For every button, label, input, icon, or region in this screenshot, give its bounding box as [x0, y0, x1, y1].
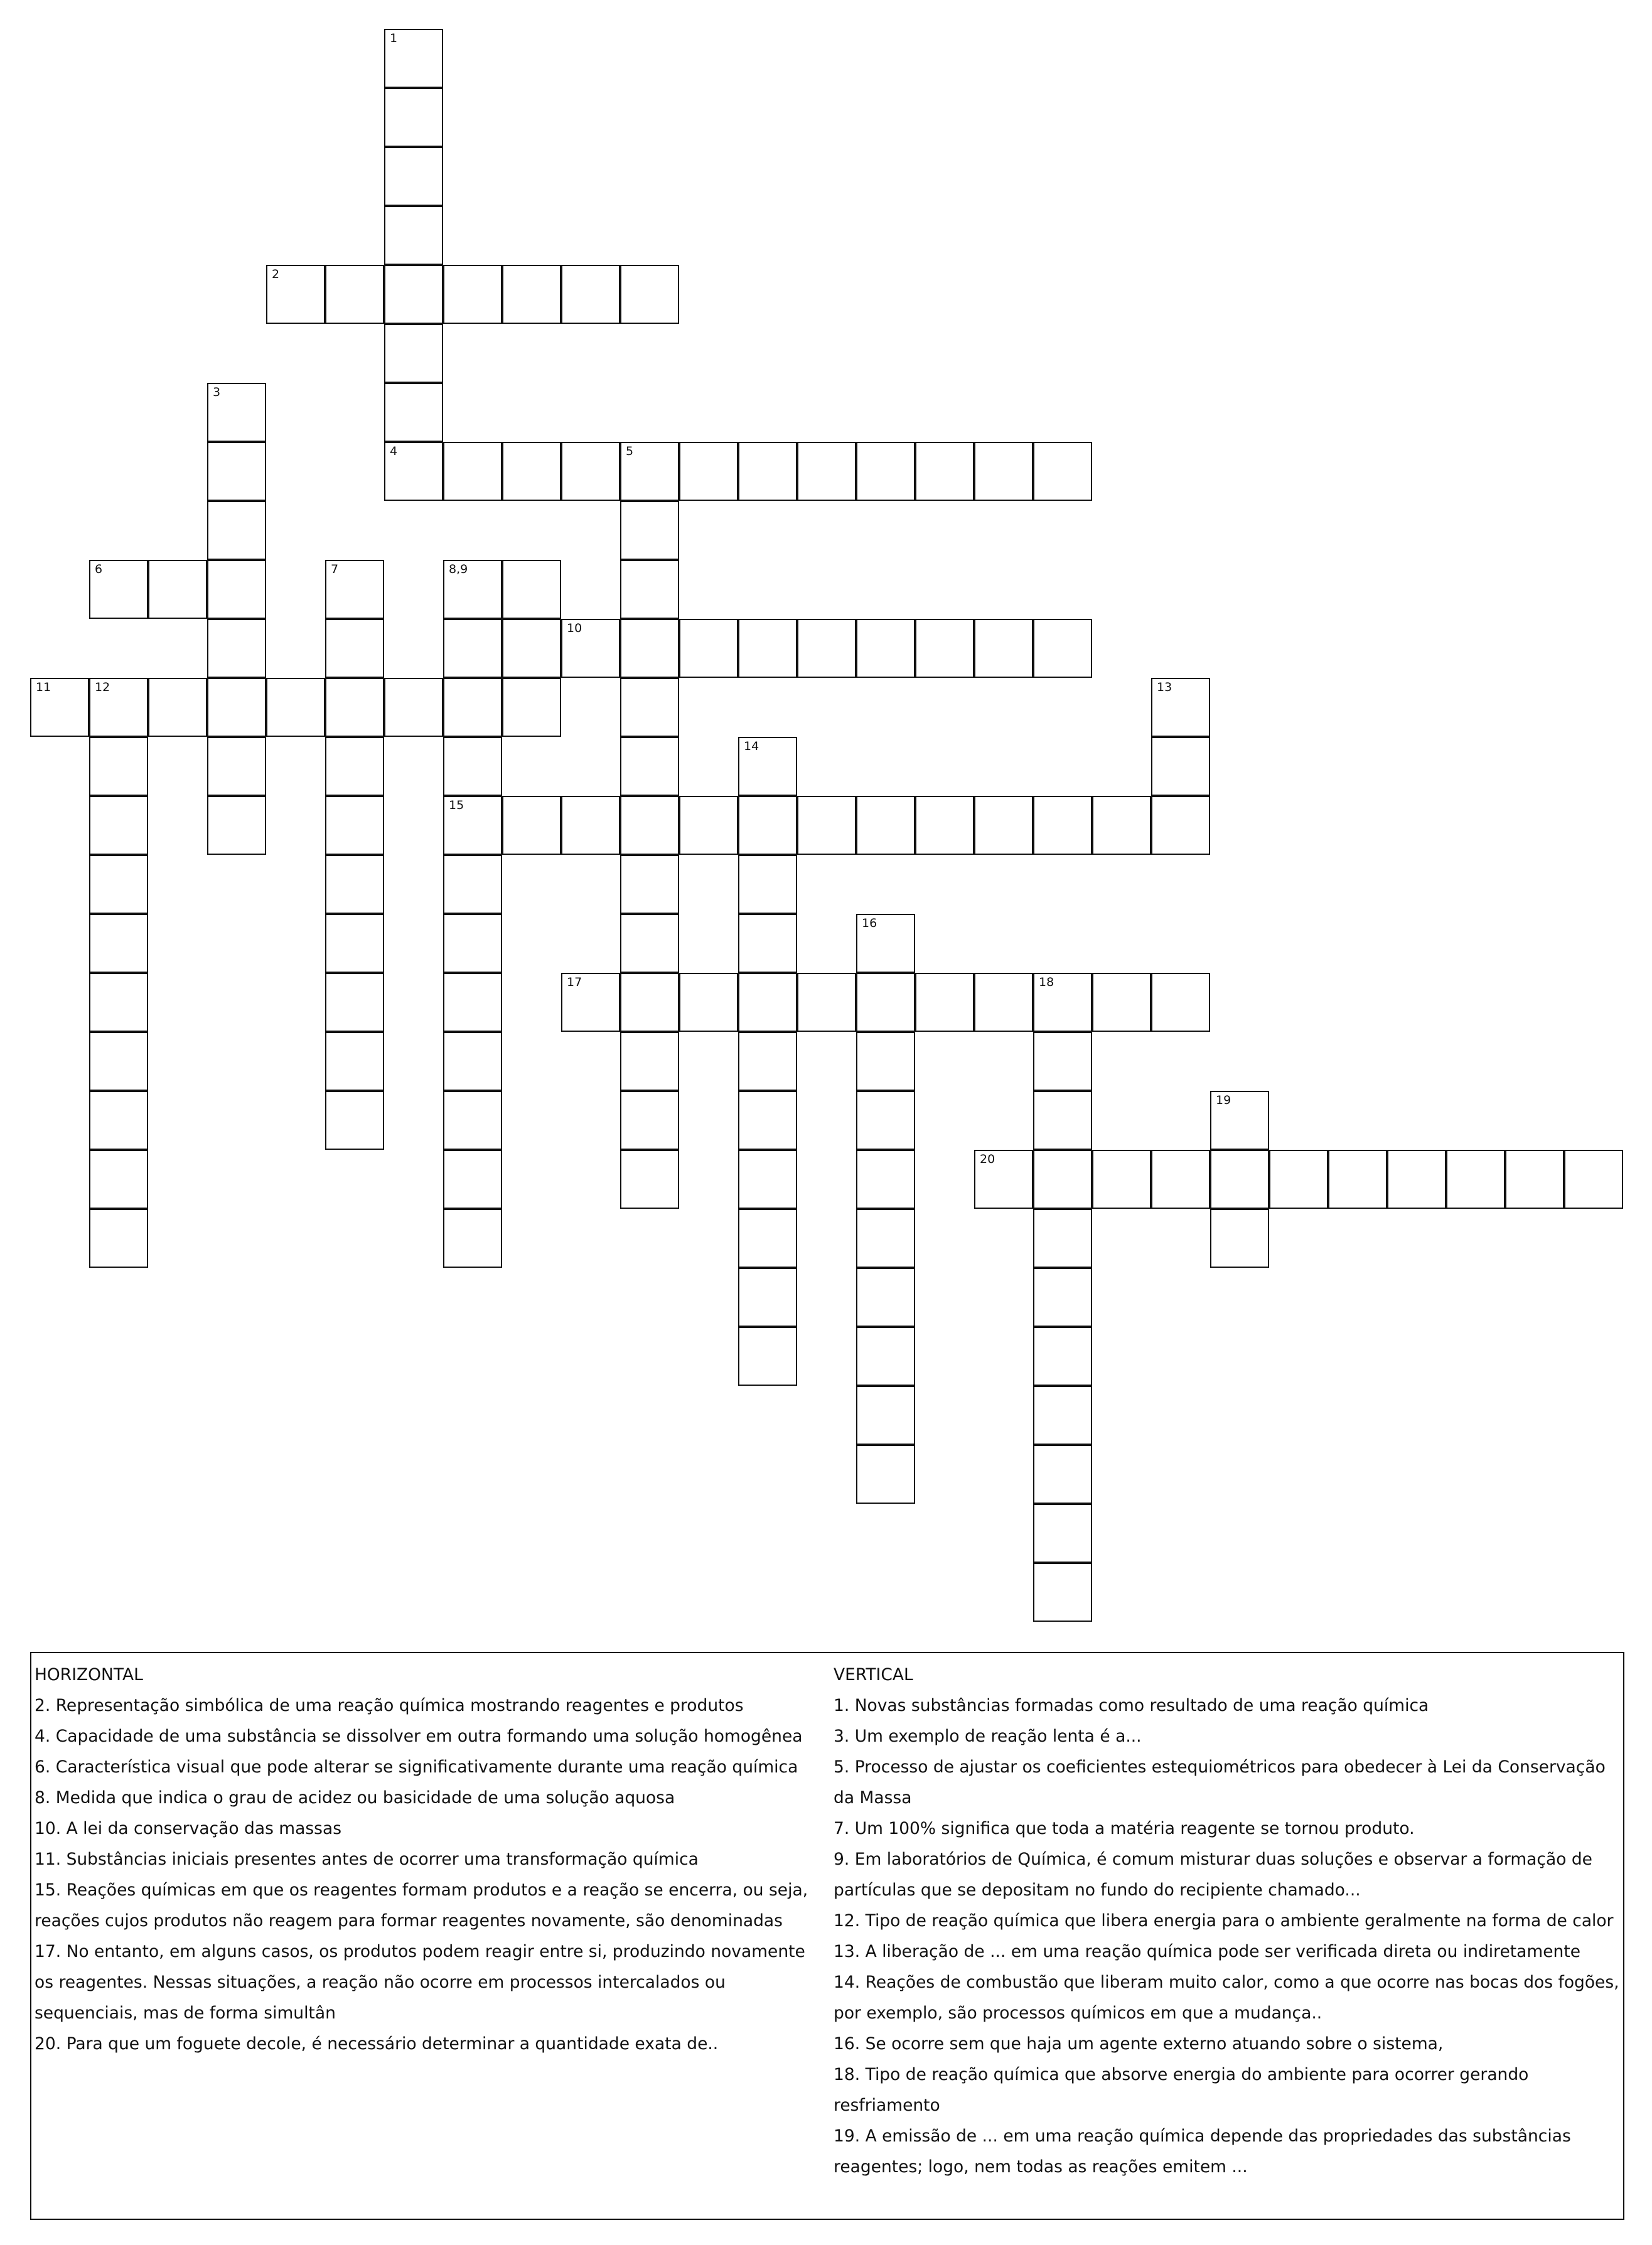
clue-number: 12 [95, 680, 110, 694]
crossword-cell[interactable] [856, 973, 915, 1032]
crossword-cell[interactable] [738, 737, 797, 796]
crossword-cell[interactable] [1033, 1445, 1092, 1504]
crossword-cell[interactable] [1033, 973, 1092, 1032]
crossword-cell[interactable] [89, 678, 148, 737]
clue-number: 20 [980, 1152, 995, 1166]
crossword-cell[interactable] [502, 560, 561, 619]
crossword-cell[interactable] [148, 560, 207, 619]
vertical-clue-line: 19. A emissão de ... em uma reação química depende das propriedades das substâncias [834, 2126, 1571, 2146]
crossword-cell[interactable] [1151, 973, 1210, 1032]
clue-number: 17 [567, 975, 582, 989]
vertical-clue-line: 14. Reações de combustão que liberam muito calor, como a que ocorre nas bocas dos fogões, [834, 1973, 1619, 1992]
crossword-cell[interactable] [561, 796, 620, 855]
crossword-cell[interactable] [620, 973, 679, 1032]
crossword-cell[interactable] [974, 796, 1033, 855]
crossword-cell[interactable] [1033, 1150, 1092, 1209]
crossword-cell[interactable] [797, 973, 856, 1032]
clue-number: 11 [36, 680, 51, 694]
crossword-cell[interactable] [89, 1150, 148, 1209]
clue-number: 2 [272, 267, 280, 281]
vertical-clue-line: 9. Em laboratórios de Química, é comum misturar duas soluções e observar a formação de [834, 1850, 1592, 1869]
clue-number: 6 [95, 562, 103, 576]
crossword-cell[interactable] [1092, 973, 1151, 1032]
horizontal-clue-line: 17. No entanto, em alguns casos, os produtos podem reagir entre si, produzindo novamente [35, 1942, 805, 1961]
crossword-cell[interactable] [89, 737, 148, 796]
crossword-cell[interactable] [266, 678, 325, 737]
crossword-cell[interactable] [679, 973, 738, 1032]
clue-number: 16 [862, 916, 877, 930]
vertical-clue-line: partículas que se depositam no fundo do recipiente chamado... [834, 1880, 1361, 1900]
crossword-cell[interactable] [443, 1091, 502, 1150]
crossword-cell[interactable] [443, 560, 502, 619]
crossword-cell[interactable] [1505, 1150, 1564, 1209]
crossword-cell[interactable] [1033, 1209, 1092, 1268]
crossword-cell[interactable] [561, 973, 620, 1032]
crossword-cell[interactable] [89, 855, 148, 914]
crossword-cell[interactable] [856, 1091, 915, 1150]
clue-number: 1 [390, 31, 398, 45]
crossword-cell[interactable] [30, 678, 89, 737]
horizontal-clue-line: sequenciais, mas de forma simultân [35, 2003, 336, 2023]
horizontal-clue-line: os reagentes. Nessas situações, a reação não ocorre em processos intercalados ou [35, 1973, 726, 1992]
crossword-cell[interactable] [384, 265, 443, 324]
horizontal-clue-line: 20. Para que um foguete decole, é necessário determinar a quantidade exata de.. [35, 2034, 719, 2054]
crossword-cell[interactable] [738, 914, 797, 973]
crossword-cell[interactable] [384, 678, 443, 737]
crossword-cell[interactable] [1033, 796, 1092, 855]
crossword-cell[interactable] [797, 619, 856, 678]
crossword-cell[interactable] [443, 1209, 502, 1268]
crossword-cell[interactable] [856, 1209, 915, 1268]
crossword-cell[interactable] [1328, 1150, 1387, 1209]
crossword-cell[interactable] [384, 88, 443, 147]
crossword-cell[interactable] [856, 1268, 915, 1327]
crossword-cell[interactable] [325, 796, 384, 855]
crossword-cell[interactable] [620, 737, 679, 796]
vertical-clue-line: 13. A liberação de ... em uma reação química pode ser verificada direta ou indiretamente [834, 1942, 1581, 1961]
crossword-cell[interactable] [443, 442, 502, 501]
horizontal-clues-column [35, 1659, 816, 2059]
crossword-cell[interactable] [974, 1150, 1033, 1209]
crossword-cell[interactable] [207, 383, 266, 442]
crossword-cell[interactable] [443, 973, 502, 1032]
crossword-cell[interactable] [1210, 1091, 1269, 1150]
crossword-cell[interactable] [738, 1032, 797, 1091]
crossword-cell[interactable] [738, 855, 797, 914]
crossword-cell[interactable] [1387, 1150, 1446, 1209]
crossword-cell[interactable] [679, 619, 738, 678]
horizontal-clue-line: 15. Reações químicas em que os reagentes formam produtos e a reação se encerra, ou seja, [35, 1880, 808, 1900]
crossword-cell[interactable] [856, 1327, 915, 1386]
crossword-cell[interactable] [856, 1386, 915, 1445]
crossword-cell[interactable] [856, 796, 915, 855]
crossword-cell[interactable] [620, 855, 679, 914]
crossword-cell[interactable] [384, 206, 443, 265]
horizontal-clues-title: HORIZONTAL [35, 1665, 143, 1685]
crossword-cell[interactable] [1033, 619, 1092, 678]
crossword-cell[interactable] [89, 796, 148, 855]
crossword-cell[interactable] [974, 973, 1033, 1032]
vertical-clue-line: da Massa [834, 1788, 912, 1808]
horizontal-clue-line: 10. A lei da conservação das massas [35, 1819, 342, 1838]
crossword-cell[interactable] [325, 973, 384, 1032]
crossword-cell[interactable] [89, 914, 148, 973]
crossword-cell[interactable] [207, 442, 266, 501]
crossword-cell[interactable] [856, 1032, 915, 1091]
clue-number: 14 [744, 739, 759, 753]
crossword-cell[interactable] [856, 442, 915, 501]
vertical-clue-list [834, 1690, 1621, 2182]
crossword-cell[interactable] [1564, 1150, 1623, 1209]
crossword-cell[interactable] [561, 442, 620, 501]
crossword-cell[interactable] [679, 796, 738, 855]
crossword-cell[interactable] [856, 619, 915, 678]
crossword-cell[interactable] [1151, 737, 1210, 796]
clues-box [30, 1652, 1624, 2220]
crossword-cell[interactable] [856, 1150, 915, 1209]
horizontal-clue-line: reações cujos produtos não reagem para formar reagentes novamente, são denominadas [35, 1911, 783, 1931]
crossword-cell[interactable] [1033, 1563, 1092, 1622]
crossword-cell[interactable] [1033, 442, 1092, 501]
crossword-cell[interactable] [502, 619, 561, 678]
crossword-cell[interactable] [89, 1032, 148, 1091]
crossword-cell[interactable] [915, 442, 974, 501]
crossword-cell[interactable] [384, 442, 443, 501]
crossword-cell[interactable] [738, 619, 797, 678]
crossword-cell[interactable] [1269, 1150, 1328, 1209]
crossword-cell[interactable] [1151, 1150, 1210, 1209]
vertical-clues-column [834, 1659, 1621, 2182]
clue-number: 7 [331, 562, 339, 576]
vertical-clue-line: 12. Tipo de reação química que libera energia para o ambiente geralmente na forma de calor [834, 1911, 1614, 1931]
horizontal-clue-line: 8. Medida que indica o grau de acidez ou basicidade de uma solução aquosa [35, 1788, 675, 1808]
crossword-cell[interactable] [443, 796, 502, 855]
crossword-cell[interactable] [974, 619, 1033, 678]
crossword-cell[interactable] [1151, 796, 1210, 855]
vertical-clue-line: resfriamento [834, 2096, 940, 2115]
clue-number: 3 [213, 385, 221, 399]
vertical-clue-line: 16. Se ocorre sem que haja um agente externo atuando sobre o sistema, [834, 2034, 1444, 2054]
crossword-cell[interactable] [1092, 796, 1151, 855]
clue-number: 18 [1039, 975, 1054, 989]
crossword-cell[interactable] [443, 1032, 502, 1091]
crossword-cell[interactable] [620, 619, 679, 678]
vertical-clue-line: 1. Novas substâncias formadas como resultado de uma reação química [834, 1696, 1429, 1715]
crossword-cell[interactable] [384, 324, 443, 383]
horizontal-clue-line: 2. Representação simbólica de uma reação química mostrando reagentes e produtos [35, 1696, 744, 1715]
crossword-cell[interactable] [620, 501, 679, 560]
horizontal-clue-list [35, 1690, 816, 2059]
vertical-clue-line: 5. Processo de ajustar os coeficientes estequiométricos para obedecer à Lei da Conservação [834, 1757, 1606, 1777]
vertical-clue-line: 3. Um exemplo de reação lenta é a... [834, 1727, 1142, 1746]
crossword-cell[interactable] [620, 796, 679, 855]
crossword-cell[interactable] [207, 678, 266, 737]
crossword-cell[interactable] [620, 265, 679, 324]
crossword-cell[interactable] [266, 265, 325, 324]
crossword-cell[interactable] [797, 796, 856, 855]
crossword-cell[interactable] [1446, 1150, 1505, 1209]
crossword-cell[interactable] [679, 442, 738, 501]
crossword-cell[interactable] [325, 265, 384, 324]
crossword-cell[interactable] [325, 678, 384, 737]
crossword-cell[interactable] [738, 1268, 797, 1327]
crossword-cell[interactable] [1033, 1504, 1092, 1563]
crossword-cell[interactable] [502, 796, 561, 855]
horizontal-clue-line: 6. Característica visual que pode alterar se significativamente durante uma reação química [35, 1757, 798, 1777]
crossword-cell[interactable] [89, 973, 148, 1032]
crossword-cell[interactable] [738, 1150, 797, 1209]
crossword-cell[interactable] [207, 560, 266, 619]
crossword-cell[interactable] [620, 678, 679, 737]
crossword-cell[interactable] [561, 265, 620, 324]
clue-number: 19 [1216, 1093, 1231, 1107]
crossword-cell[interactable] [325, 560, 384, 619]
clue-number: 4 [390, 444, 398, 458]
clue-number: 10 [567, 621, 582, 635]
crossword-cell[interactable] [620, 1032, 679, 1091]
crossword-cell[interactable] [443, 265, 502, 324]
vertical-clue-line: 18. Tipo de reação química que absorve energia do ambiente para ocorrer gerando [834, 2065, 1529, 2084]
crossword-cell[interactable] [1092, 1150, 1151, 1209]
clue-number: 15 [449, 798, 464, 812]
vertical-clue-line: 7. Um 100% significa que toda a matéria reagente se tornou produto. [834, 1819, 1415, 1838]
crossword-cell[interactable] [974, 442, 1033, 501]
crossword-cell[interactable] [1210, 1209, 1269, 1268]
crossword-cell[interactable] [1033, 1032, 1092, 1091]
crossword-cell[interactable] [620, 560, 679, 619]
crossword-cell[interactable] [738, 1209, 797, 1268]
crossword-cell[interactable] [443, 855, 502, 914]
crossword-cell[interactable] [1033, 1386, 1092, 1445]
crossword-cell[interactable] [325, 619, 384, 678]
crossword-cell[interactable] [207, 619, 266, 678]
crossword-cell[interactable] [89, 560, 148, 619]
crossword-cell[interactable] [443, 619, 502, 678]
crossword-cell[interactable] [207, 796, 266, 855]
crossword-cell[interactable] [384, 29, 443, 88]
crossword-cell[interactable] [384, 147, 443, 206]
crossword-cell[interactable] [443, 678, 502, 737]
crossword-cell[interactable] [325, 1032, 384, 1091]
clue-number: 5 [626, 444, 634, 458]
crossword-cell[interactable] [325, 855, 384, 914]
crossword-cell[interactable] [89, 1209, 148, 1268]
vertical-clue-line: reagentes; logo, nem todas as reações emitem ... [834, 2157, 1248, 2177]
crossword-cell[interactable] [915, 973, 974, 1032]
crossword-cell[interactable] [207, 737, 266, 796]
crossword-cell[interactable] [620, 1150, 679, 1209]
crossword-cell[interactable] [148, 678, 207, 737]
clue-number: 13 [1157, 680, 1172, 694]
horizontal-clue-line: 4. Capacidade de uma substância se dissolver em outra formando uma solução homogênea [35, 1727, 803, 1746]
crossword-cell[interactable] [502, 678, 561, 737]
crossword-cell[interactable] [915, 619, 974, 678]
clue-number: 8,9 [449, 562, 468, 576]
crossword-cell[interactable] [89, 1091, 148, 1150]
crossword-cell[interactable] [443, 1150, 502, 1209]
crossword-cell[interactable] [738, 1327, 797, 1386]
horizontal-clue-line: 11. Substâncias iniciais presentes antes de ocorrer uma transformação química [35, 1850, 699, 1869]
crossword-cell[interactable] [738, 1091, 797, 1150]
crossword-cell[interactable] [325, 737, 384, 796]
crossword-cell[interactable] [1210, 1150, 1269, 1209]
crossword-cell[interactable] [620, 914, 679, 973]
crossword-cell[interactable] [1033, 1091, 1092, 1150]
crossword-cell[interactable] [915, 796, 974, 855]
crossword-cell[interactable] [738, 973, 797, 1032]
vertical-clues-title: VERTICAL [834, 1665, 913, 1685]
crossword-cell[interactable] [502, 442, 561, 501]
crossword-cell[interactable] [856, 914, 915, 973]
crossword-cell[interactable] [1151, 678, 1210, 737]
crossword-cell[interactable] [207, 501, 266, 560]
crossword-cell[interactable] [443, 914, 502, 973]
crossword-cell[interactable] [325, 1091, 384, 1150]
crossword-cell[interactable] [738, 796, 797, 855]
crossword-cell[interactable] [443, 737, 502, 796]
crossword-cell[interactable] [1033, 1268, 1092, 1327]
crossword-cell[interactable] [561, 619, 620, 678]
crossword-cell[interactable] [325, 914, 384, 973]
crossword-cell[interactable] [502, 265, 561, 324]
crossword-cell[interactable] [797, 442, 856, 501]
crossword-cell[interactable] [384, 383, 443, 442]
crossword-cell[interactable] [738, 442, 797, 501]
crossword-cell[interactable] [856, 1445, 915, 1504]
vertical-clue-line: por exemplo, são processos químicos em que a mudança.. [834, 2003, 1322, 2023]
crossword-cell[interactable] [1033, 1327, 1092, 1386]
crossword-cell[interactable] [620, 442, 679, 501]
crossword-cell[interactable] [620, 1091, 679, 1150]
